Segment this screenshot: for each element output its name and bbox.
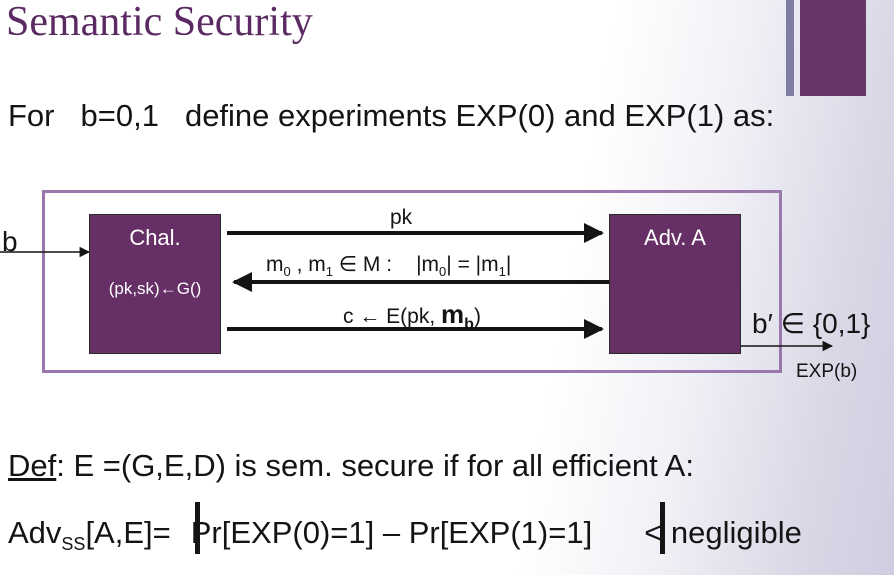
probability-difference: Pr[EXP(0)=1] – Pr[EXP(1)=1] (190, 515, 593, 550)
adversary-box (609, 214, 741, 354)
challenger-label: Chal. (129, 225, 181, 250)
negligible-bound: < negligible (644, 515, 802, 550)
intro-b-values: b=0,1 (80, 98, 159, 133)
definition-line (8, 448, 694, 484)
keygen-label: (pk,sk)←G() (108, 279, 202, 298)
slide-title: Semantic Security (6, 0, 313, 45)
pk-message-label: pk (390, 206, 413, 229)
intro-prefix: For (8, 98, 55, 133)
adversary-label: Adv. A (644, 225, 706, 250)
definition-text: : E =(G,E,D) is sem. secure if for all efficient A: (56, 448, 694, 483)
experiment-label: EXP(b) (796, 361, 858, 382)
output-label: b′ ∈ {0,1} (752, 308, 871, 339)
intro-rest: define experiments EXP(0) and EXP(1) as: (184, 98, 775, 133)
messages-label: $m_0$ , $m_1$ ∈ M : $|m_0| = |m_1|$ (266, 253, 512, 280)
challenger-box (89, 214, 221, 354)
advantage-line: Adv$_{SS}$[A,E]= Pr[EXP(0)=1] – Pr[EXP(1)=1] < negligible (8, 515, 802, 555)
ciphertext-label: c ← E(pk, $m_b$) (343, 299, 481, 334)
def-word: Def (8, 448, 57, 483)
input-b-label: b (2, 226, 18, 257)
